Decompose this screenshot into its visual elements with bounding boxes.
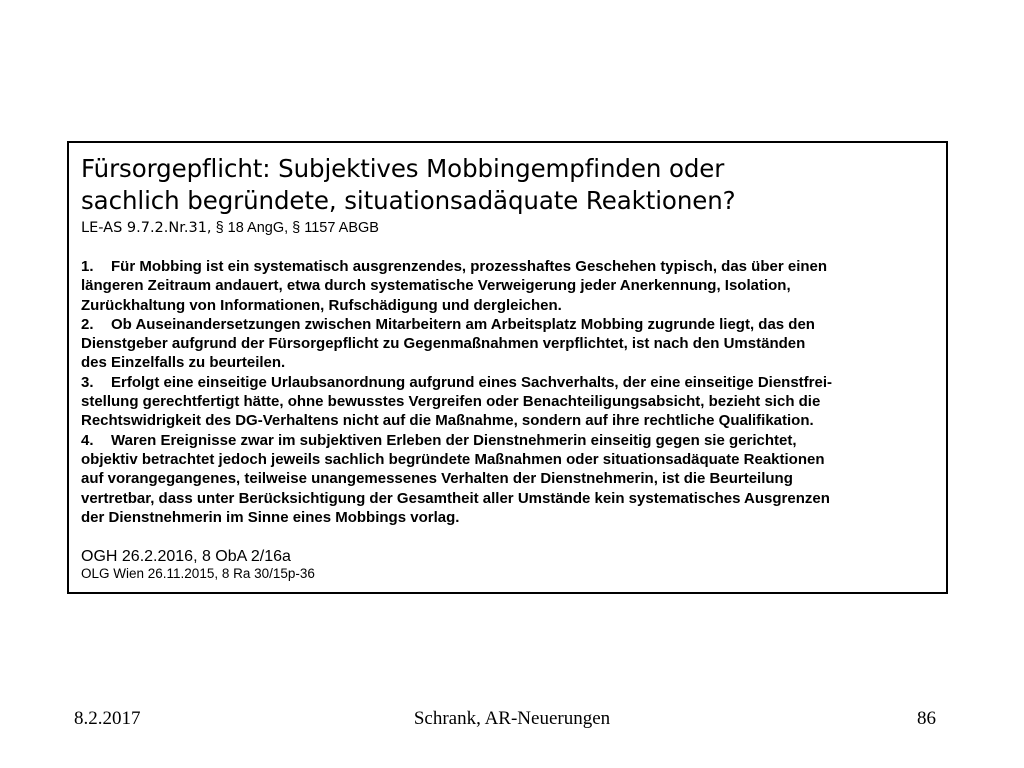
ruling-point [81, 257, 936, 315]
content-box [67, 141, 948, 594]
slide-title [81, 153, 936, 217]
ruling-points [81, 257, 936, 527]
lower-court-decision: OLG Wien 26.11.2015, 8 Ra 30/15p-36 [81, 566, 315, 582]
legal-reference [81, 219, 936, 237]
title-line: sachlich begründete, situationsadäquate Reaktionen? [81, 186, 736, 215]
point-line: auf vorangegangenes, teilweise unangemessenes Verhalten der Dienstnehmerin, ist die Beurteilung [81, 470, 793, 488]
point-line: vertretbar, dass unter Berücksichtigung der Gesamtheit aller Umstände kein systematisches Ausgrenzen [81, 489, 830, 507]
point-text: Ob Auseinandersetzungen zwischen Mitarbeitern am Arbeitsplatz Mobbing zugrunde liegt, das den [111, 315, 815, 333]
point-number: 3. [81, 373, 94, 391]
footer-author: Schrank, AR-Neuerungen [413, 708, 611, 729]
point-number: 1. [81, 258, 94, 275]
point-line: Dienstgeber aufgrund der Fürsorgepflicht zu Gegenmaßnahmen verpflichtet, ist nach den Umständen [81, 335, 806, 353]
ruling-point [81, 431, 936, 527]
point-text: Erfolgt eine einseitige Urlaubsanordnung aufgrund eines Sachverhalts, der eine einseitige Dienstfrei- [111, 373, 832, 391]
point-line [81, 315, 936, 334]
reference-laws: § 18 AngG, § 1157 ABGB [211, 220, 379, 236]
point-number: 4. [81, 431, 94, 449]
ruling-point [81, 373, 936, 431]
point-line: der Dienstnehmerin im Sinne eines Mobbings vorlag. [81, 508, 460, 526]
point-line [81, 257, 936, 276]
point-line: Zurückhaltung von Informationen, Rufschädigung und dergleichen. [81, 296, 562, 314]
point-number: 2. [81, 315, 94, 333]
point-line [81, 373, 936, 392]
court-decision: OGH 26.2.2016, 8 ObA 2/16a [81, 548, 291, 566]
page-number: 86 [917, 708, 936, 729]
ruling-point [81, 315, 936, 373]
point-line: objektiv betrachtet jedoch jeweils sachlich begründete Maßnahmen oder situationsadäquate Reaktionen [81, 450, 825, 468]
point-line: längeren Zeitraum andauert, etwa durch systematische Verweigerung jeder Anerkennung, Isolation, [81, 277, 791, 295]
point-line: des Einzelfalls zu beurteilen. [81, 354, 286, 372]
reference-code: LE-AS 9.7.2.Nr.31, [81, 220, 212, 236]
point-line: stellung gerechtfertigt hätte, ohne bewusstes Vergreifen oder Benachteiligungsabsicht, bezieht sich die [81, 393, 821, 411]
title-line: Fürsorgepflicht: Subjektives Mobbingempfinden oder [81, 154, 725, 183]
point-text: Waren Ereignisse zwar im subjektiven Erleben der Dienstnehmerin einseitig gegen sie gerichtet, [111, 431, 797, 449]
footer-date: 8.2.2017 [74, 708, 141, 729]
point-text: Für Mobbing ist ein systematisch ausgrenzendes, prozesshaftes Geschehen typisch, das über einen [111, 258, 828, 275]
point-line [81, 431, 936, 450]
point-line: Rechtswidrigkeit des DG-Verhaltens nicht auf die Maßnahme, sondern auf ihre rechtliche Qualifikation. [81, 412, 814, 430]
